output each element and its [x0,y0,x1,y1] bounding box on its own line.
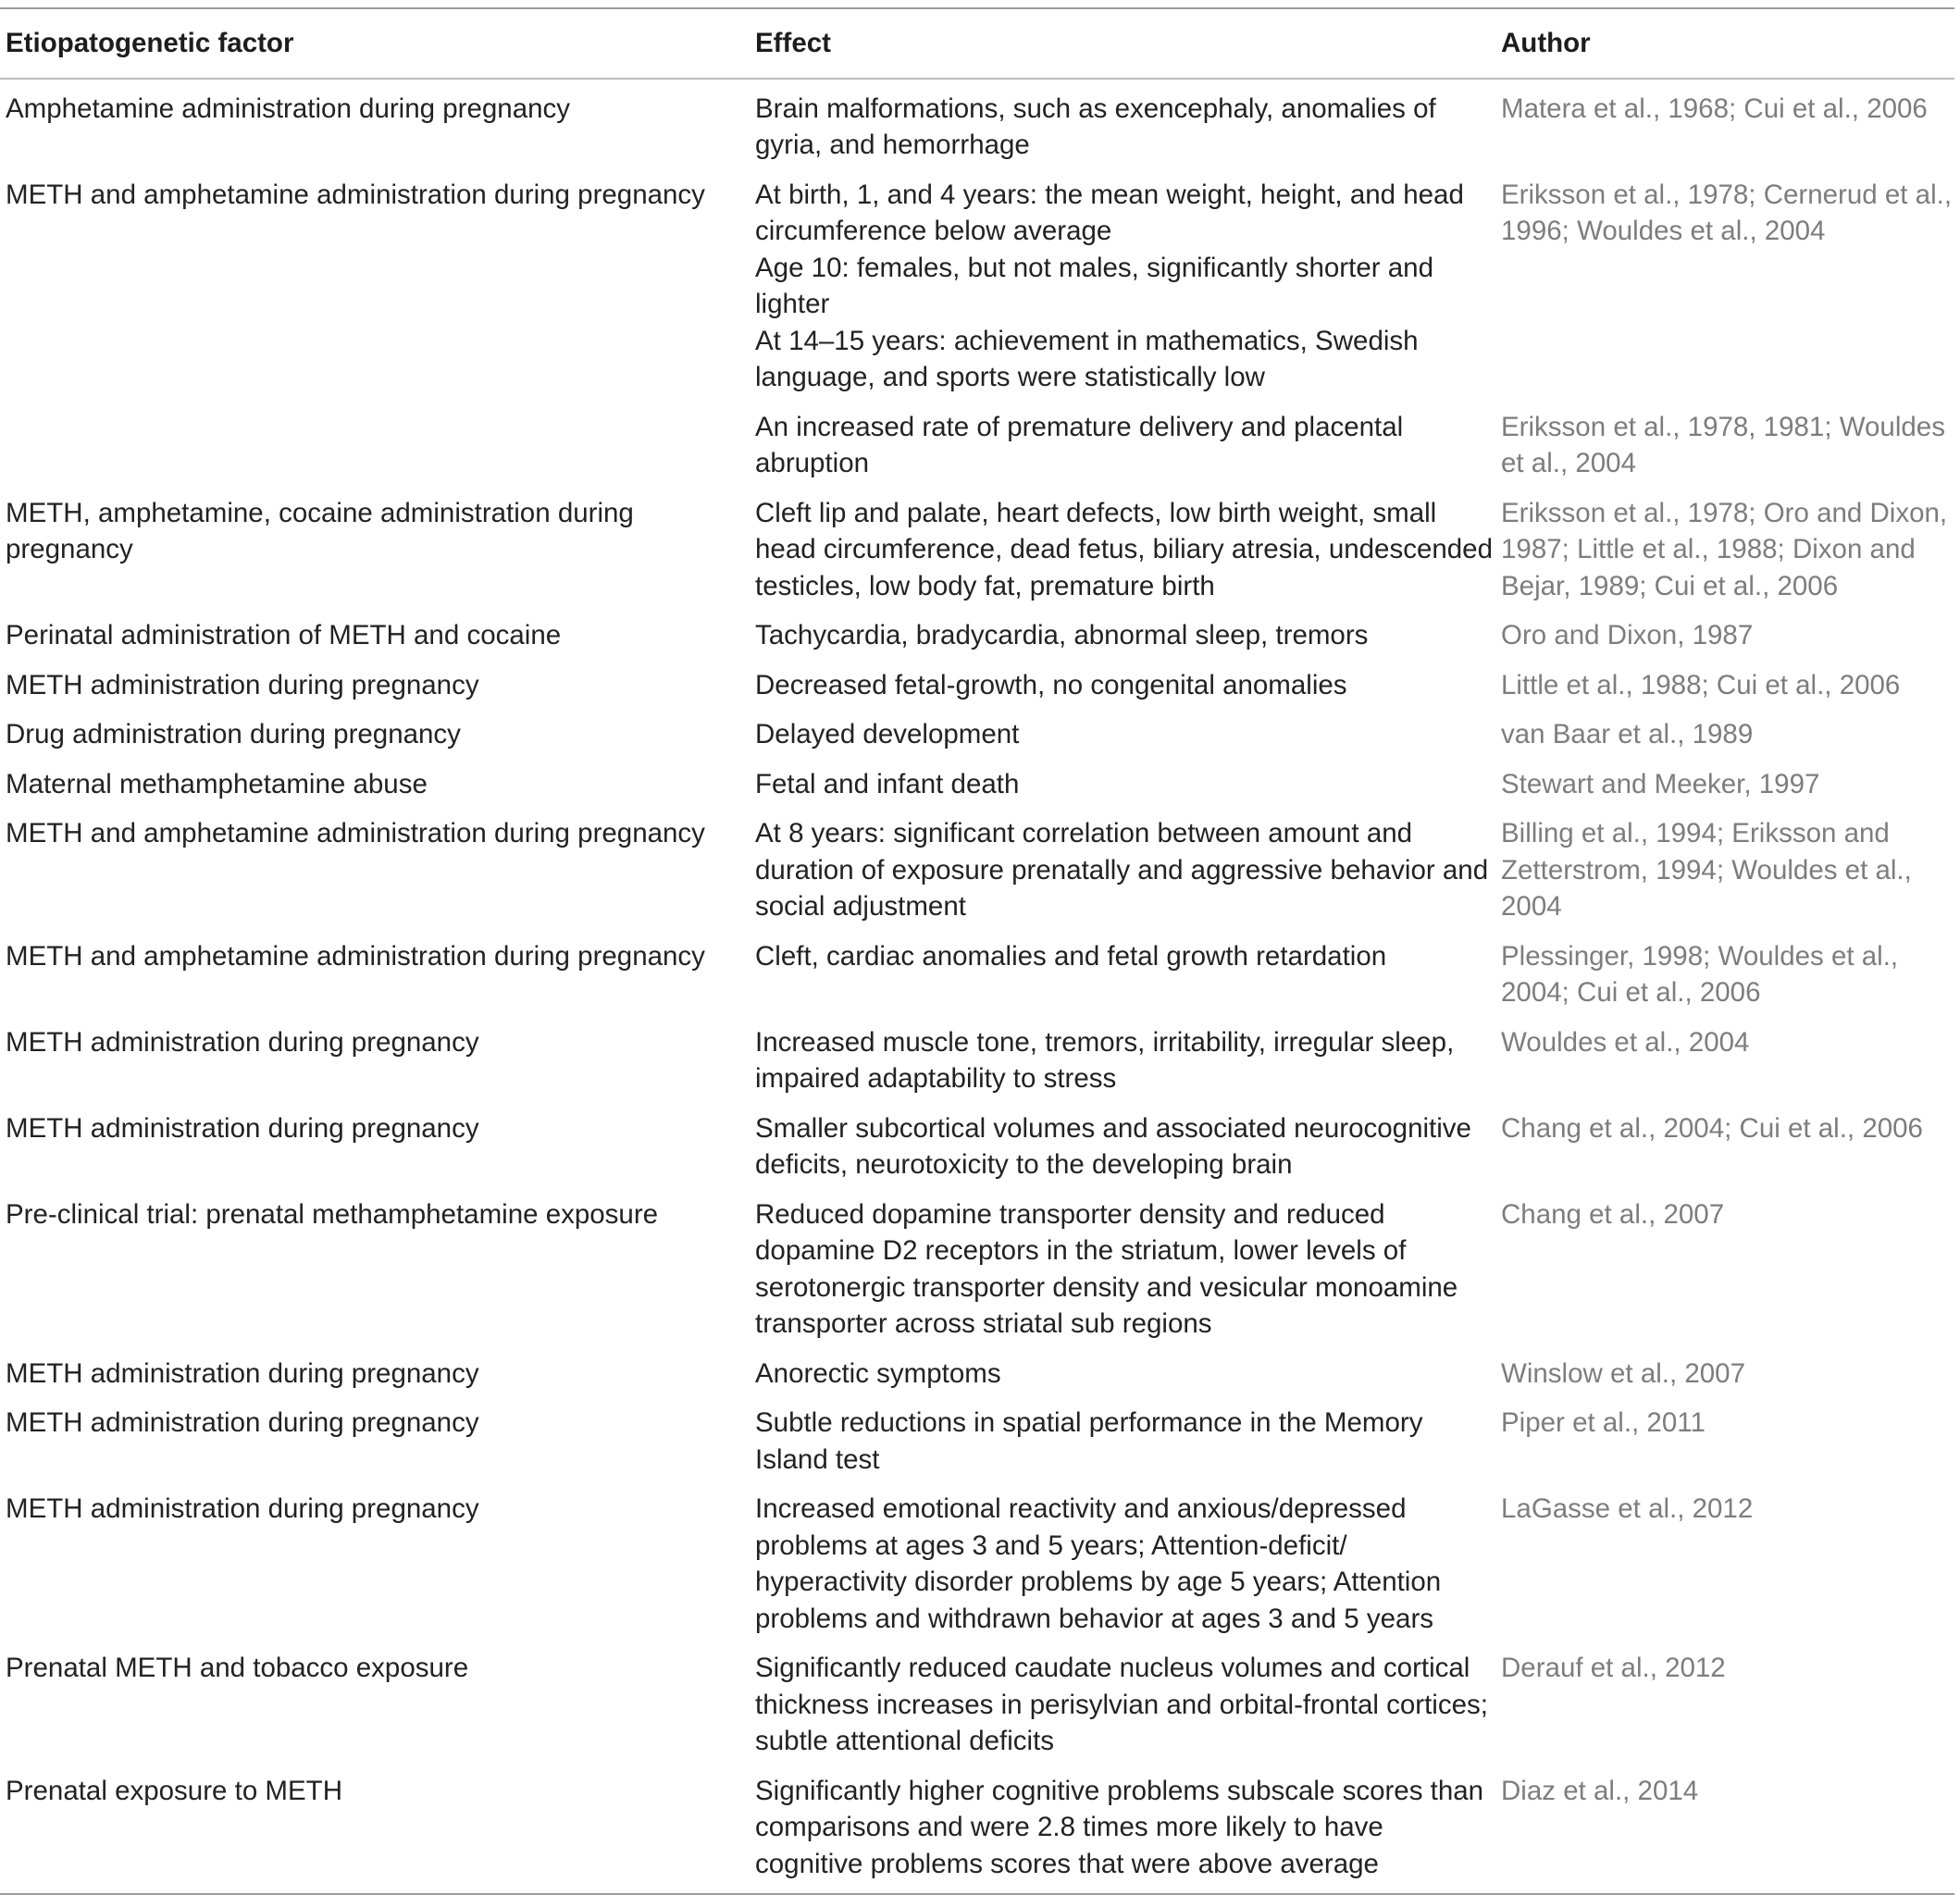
effect-cell [750,170,1495,403]
table-row [0,489,1954,612]
effect-text: Cleft, cardiac anomalies and fetal growth retardation [755,940,1387,972]
effect-cell [750,611,1495,661]
author-citation[interactable]: Cui et al., 2006 [1716,669,1901,700]
author-citation[interactable]: Cui et al., 2006 [1654,570,1839,601]
effect-text: At 8 years: significant correlation between amount and duration of exposure prenatally and aggressive behavior and social adjustment [755,818,1489,922]
effect-text: Age 10: females, but not males, significantly shorter and lighter [755,252,1433,319]
effect-cell [750,1766,1495,1895]
factor-cell: Pre-clinical trial: prenatal methamphetamine exposure [6,1198,659,1230]
author-citation[interactable]: Wouldes et al., 2004 [1501,940,1899,1008]
factor-cell: Prenatal exposure to METH [6,1775,342,1806]
header-factor: Etiopatogenetic factor [6,28,294,58]
factor-cell: Maternal methamphetamine abuse [6,768,428,799]
author-citation[interactable]: Oro and Dixon, 1987 [1501,497,1948,564]
factor-cell: Drug administration during pregnancy [6,719,461,749]
table-body [0,79,1954,1895]
effect-text: Increased muscle tone, tremors, irritability, irregular sleep, impaired adaptability to stress [755,1026,1455,1094]
author-citation[interactable]: Stewart and Meeker, 1997 [1501,768,1820,799]
author-citation[interactable]: Billing et al., 1994 [1501,818,1717,848]
author-cell: Billing et al., 1994; Eriksson and Zetterstrom, 1994; Wouldes et al., 2004 [1501,818,1912,922]
factor-cell: METH administration during pregnancy [6,1493,479,1524]
author-cell [1495,1398,1954,1484]
table-row [0,1104,1954,1190]
effect-cell [750,79,1495,170]
effect-cell [750,1398,1495,1484]
table-row [0,661,1954,711]
author-citation[interactable]: Wouldes et al., 2004 [1501,854,1912,922]
author-citation[interactable]: Chang et al., 2007 [1501,1198,1725,1230]
effect-cell [750,932,1495,1018]
effect-text: Subtle reductions in spatial performance in the Memory Island test [755,1407,1423,1475]
table-row [0,79,1954,170]
author-citation[interactable]: Cui et al., 2006 [1739,1112,1923,1144]
factor-cell [0,403,750,489]
effect-cell [750,1190,1495,1349]
author-cell [1495,1484,1954,1643]
effect-cell [750,1349,1495,1399]
author-cell [1495,1349,1954,1399]
effect-text: Decreased fetal-growth, no congenital anomalies [755,669,1347,700]
factor-cell: METH administration during pregnancy [6,1112,479,1144]
effect-cell [750,1484,1495,1643]
effect-cell [750,1018,1495,1104]
author-citation[interactable]: Wouldes et al., 2004 [1501,411,1945,478]
table-row [0,1018,1954,1104]
author-citation[interactable]: Piper et al., 2011 [1501,1407,1706,1438]
table-row [0,170,1954,403]
factor-cell: Perinatal administration of METH and cocaine [6,620,562,650]
author-citation[interactable]: Cernerud et al., 1996 [1501,179,1953,246]
effect-text: Brain malformations, such as exencephaly, anomalies of gyria, and hemorrhage [755,93,1436,160]
author-cell: Little et al., 1988; Cui et al., 2006 [1501,669,1901,700]
author-cell [1495,1643,1954,1766]
table-row [0,611,1954,661]
effect-cell [750,403,1495,489]
author-citation[interactable]: Cui et al., 2006 [1577,977,1761,1008]
factor-cell: METH and amphetamine administration during pregnancy [6,179,705,210]
effect-cell [750,1104,1495,1190]
author-citation[interactable]: Dixon and Bejar, 1989 [1501,534,1916,601]
effect-text: Delayed development [755,719,1020,749]
factor-cell: METH administration during pregnancy [6,1026,479,1058]
author-cell [1495,1190,1954,1349]
author-citation[interactable]: Eriksson et al., 1978 [1501,179,1749,210]
author-citation[interactable]: Wouldes et al., 2004 [1501,1026,1750,1058]
author-cell [1495,611,1954,661]
effect-text: Increased emotional reactivity and anxious/depressed problems at ages 3 and 5 years; Attention-deficit/ hyperactivity disorder problems by age 5 years; Attention problems and withdrawn behavior at ages 3 and 5 years [755,1493,1442,1634]
author-citation[interactable]: Eriksson et al., 1978 [1501,497,1749,528]
effect-cell [750,489,1495,612]
table-row [0,932,1954,1018]
table-row [0,809,1954,932]
table-row [0,1349,1954,1399]
author-cell: Matera et al., 1968; Cui et al., 2006 [1501,93,1928,124]
author-citation[interactable]: Diaz et al., 2014 [1501,1775,1699,1806]
factor-cell: Amphetamine administration during pregnancy [6,93,571,124]
table-row [0,403,1954,489]
effect-cell [750,710,1495,760]
author-citation[interactable]: Matera et al., 1968 [1501,93,1729,124]
author-citation[interactable]: Wouldes et al., 2004 [1577,216,1826,246]
effect-text: Fetal and infant death [755,768,1020,799]
factor-cell: METH and amphetamine administration during pregnancy [6,818,705,848]
table-row [0,710,1954,760]
effect-text: An increased rate of premature delivery and placental abruption [755,411,1404,478]
effect-text: Significantly higher cognitive problems subscale scores than comparisons and were 2.8 times more likely to have cognitive problems scores that were above average [755,1775,1484,1879]
author-citation[interactable]: Derauf et al., 2012 [1501,1653,1726,1683]
effect-text: Reduced dopamine transporter density and reduced dopamine D2 receptors in the striatum, lower levels of serotonergic transporter density and vesicular monoamine transporter across striatal sub regions [755,1198,1458,1339]
author-citation[interactable]: Oro and Dixon, 1987 [1501,620,1754,650]
table-row [0,760,1954,810]
author-citation[interactable]: Winslow et al., 2007 [1501,1357,1745,1389]
table-row [0,1190,1954,1349]
effect-text: Anorectic symptoms [755,1357,1001,1389]
author-cell [1495,1018,1954,1104]
table-row [0,1766,1954,1895]
factor-cell: METH administration during pregnancy [6,1357,479,1389]
author-citation[interactable]: Eriksson et al., 1978, 1981 [1501,411,1825,442]
author-citation[interactable]: Plessinger, 1998 [1501,940,1704,972]
factor-cell: METH, amphetamine, cocaine administration during pregnancy [6,497,634,564]
author-citation[interactable]: Eriksson and Zetterstrom, 1994 [1501,818,1890,886]
author-cell [1495,1766,1954,1895]
author-citation[interactable]: Little et al., 1988 [1501,669,1702,700]
table-row [0,1484,1954,1643]
factor-cell: METH and amphetamine administration during pregnancy [6,940,705,972]
effect-cell [750,661,1495,711]
author-cell: Chang et al., 2004; Cui et al., 2006 [1501,1112,1923,1144]
effect-text: Tachycardia, bradycardia, abnormal sleep, tremors [755,620,1369,650]
effect-text: Smaller subcortical volumes and associated neurocognitive deficits, neurotoxicity to the developing brain [755,1112,1471,1180]
table-row [0,1643,1954,1766]
effect-text: At 14–15 years: achievement in mathematics, Swedish language, and sports were statistically low [755,325,1419,392]
author-citation[interactable]: Chang et al., 2004 [1501,1112,1725,1144]
factor-cell: METH administration during pregnancy [6,1407,479,1438]
factor-cell: Prenatal METH and tobacco exposure [6,1653,469,1683]
effect-text: Significantly reduced caudate nucleus volumes and cortical thickness increases in perisylvian and orbital-frontal cortices; subtle attentional deficits [755,1653,1488,1756]
header-effect: Effect [755,28,831,58]
effect-text: Cleft lip and palate, heart defects, low birth weight, small head circumference, dead fetus, biliary atresia, undescended testicles, low body fat, premature birth [755,497,1493,601]
author-cell [1495,710,1954,760]
effect-cell [750,760,1495,810]
effect-text: At birth, 1, and 4 years: the mean weight, height, and head circumference below average [755,179,1464,246]
effect-cell [750,1643,1495,1766]
author-citation[interactable]: Cui et al., 2006 [1743,93,1928,124]
etiopathogenesis-table [0,7,1954,1895]
author-cell: Eriksson et al., 1978; Cernerud et al., 1996; Wouldes et al., 2004 [1501,179,1953,246]
author-cell: Eriksson et al., 1978; Oro and Dixon, 1987; Little et al., 1988; Dixon and Bejar, 1989; Cui et al., 2006 [1501,497,1948,601]
author-cell [1495,760,1954,810]
author-cell: Plessinger, 1998; Wouldes et al., 2004; Cui et al., 2006 [1501,940,1899,1008]
author-cell: Eriksson et al., 1978, 1981; Wouldes et al., 2004 [1501,411,1945,478]
header-author: Author [1501,28,1591,58]
effect-cell [750,809,1495,932]
author-citation[interactable]: Little et al., 1988 [1577,534,1778,564]
header-row [0,8,1954,79]
author-citation[interactable]: LaGasse et al., 2012 [1501,1493,1754,1524]
factor-cell: METH administration during pregnancy [6,669,479,700]
table-row [0,1398,1954,1484]
table-header [0,8,1954,79]
author-citation[interactable]: van Baar et al., 1989 [1501,719,1754,749]
